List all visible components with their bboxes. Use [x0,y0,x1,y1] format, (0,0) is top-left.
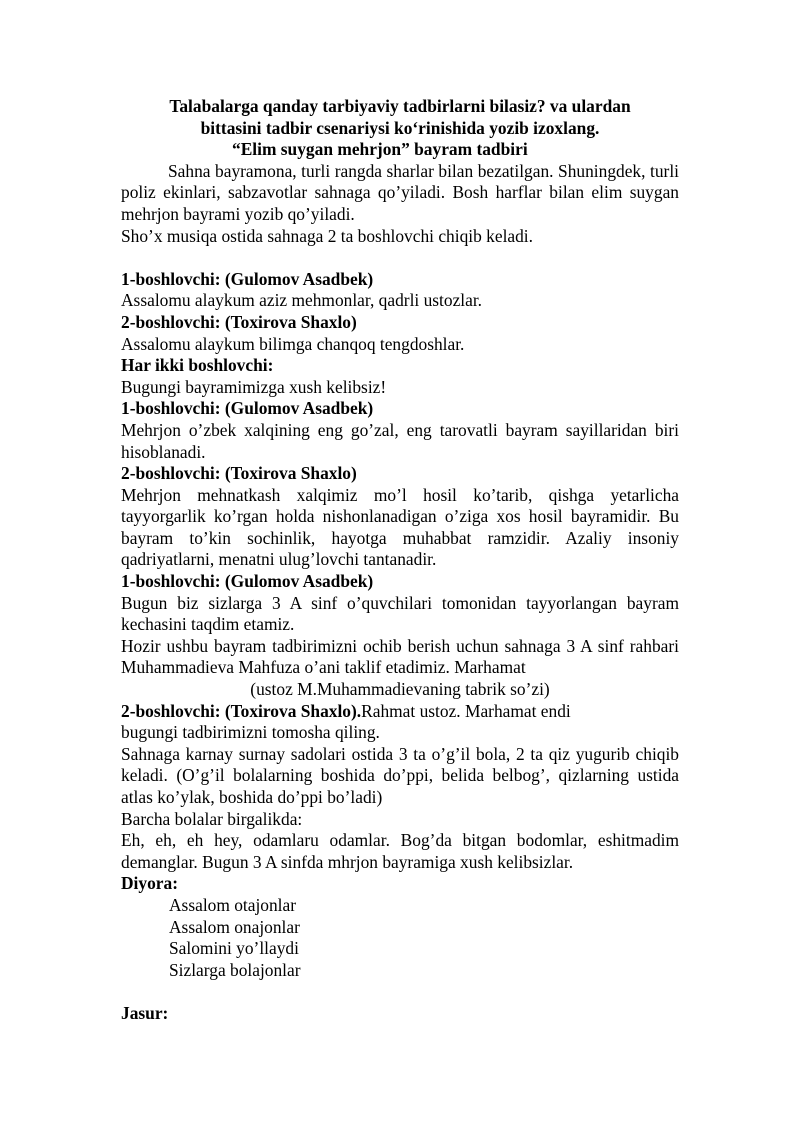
document-page [121,96,679,1025]
dialogue-line: Assalomu alaykum aziz mehmonlar, qadrli ustozlar. [121,290,483,311]
poem-line: Assalom onajonlar [169,916,300,937]
poem-line: Assalom otajonlar [169,894,297,915]
dialogue-text-inline: Rahmat ustoz. Marhamat endi [361,700,571,721]
speaker-label-plain: Barcha bolalar birgalikda: [121,808,303,829]
poem-line: Salomini yo’llaydi [169,938,299,959]
poem-stanza [121,895,679,981]
stage-note: (ustoz M.Muhammadievaning tabrik so’zi) [250,679,550,700]
poem-line: Sizlarga bolajonlar [169,959,301,980]
speaker-heading-diyora: Diyora: [121,873,178,894]
speaker-heading-1: 1-boshlovchi: (Gulomov Asadbek) [121,398,374,419]
speaker-heading-both: Har ikki boshlovchi: [121,355,274,376]
dialogue-line: Bugungi bayramimizga xush kelibsiz! [121,376,387,397]
speaker-heading-jasur: Jasur: [121,1002,169,1023]
intro-music-line: Sho’x musiqa ostida sahnaga 2 ta boshlovchi chiqib keladi. [121,225,533,246]
dialogue-line: Assalomu alaykum bilimga chanqoq tengdoshlar. [121,333,465,354]
document-title-line-2: bittasini tadbir csenariysi ko‘rinishida yozib izoxlang. [200,117,600,138]
blank-line [121,981,679,1003]
dialogue-line: bugungi tadbirimizni tomosha qiling. [121,722,380,743]
speaker-heading-2-inline: 2-boshlovchi: (Toxirova Shaxlo). [121,700,362,721]
dialogue-line: Mehrjon mehnatkash xalqimiz mo’l hosil ko’tarib, qishga yetarlicha tayyorgarlik ko’rgan holda nishonlanadigan o’ziga xos hosil bayramidir. Bu bayram to’kin sochinlik, hayotga muhabbat ramzidir. Azaliy insoniy qadriyatlarni, menatni ulug’lovchi tantanadir. [121,484,679,570]
speaker-heading-1: 1-boshlovchi: (Gulomov Asadbek) [121,268,374,289]
document-subtitle: “Elim suygan mehrjon” bayram tadbiri [232,139,528,160]
speaker-heading-2: 2-boshlovchi: (Toxirova Shaxlo) [121,311,357,332]
dialogue-line: Hozir ushbu bayram tadbirimizni ochib berish uchun sahnaga 3 A sinf rahbari Muhammadieva Mahfuza o’ani taklif etadimiz. Marhamat [121,635,679,678]
document-title-line-1: Talabalarga qanday tarbiyaviy tadbirlarni bilasiz? va ulardan [169,96,631,116]
speaker-heading-1: 1-boshlovchi: (Gulomov Asadbek) [121,571,374,592]
stage-direction: Sahnaga karnay surnay sadolari ostida 3 ta o’g’il bola, 2 ta qiz yugurib chiqib keladi. (O’g’il bolalarning boshida do’ppi, belida belbog’, qizlarning ustida atlas ko’ylak, boshida do’ppi bo’ladi) [121,743,679,807]
intro-paragraph: Sahna bayramona, turli rangda sharlar bilan bezatilgan. Shuningdek, turli poliz ekinlari, sabzavotlar sahnaga qo’yiladi. Bosh harflar bilan elim suygan mehrjon bayrami yozib qo’yiladi. [121,160,679,224]
dialogue-line-inline [121,701,679,723]
dialogue-line: Mehrjon o’zbek xalqining eng go’zal, eng tarovatli bayram sayillaridan biri hisoblanadi. [121,419,679,462]
dialogue-line: Eh, eh, eh hey, odamlaru odamlar. Bog’da bitgan bodomlar, eshitmadim demanglar. Bugun 3 A sinfda mhrjon bayramiga xush kelibsizlar. [121,830,679,872]
speaker-heading-2: 2-boshlovchi: (Toxirova Shaxlo) [121,463,357,484]
dialogue-line: Bugun biz sizlarga 3 A sinf o’quvchilari tomonidan tayyorlangan bayram kechasini taqdim etamiz. [121,592,679,635]
blank-line [121,247,679,269]
